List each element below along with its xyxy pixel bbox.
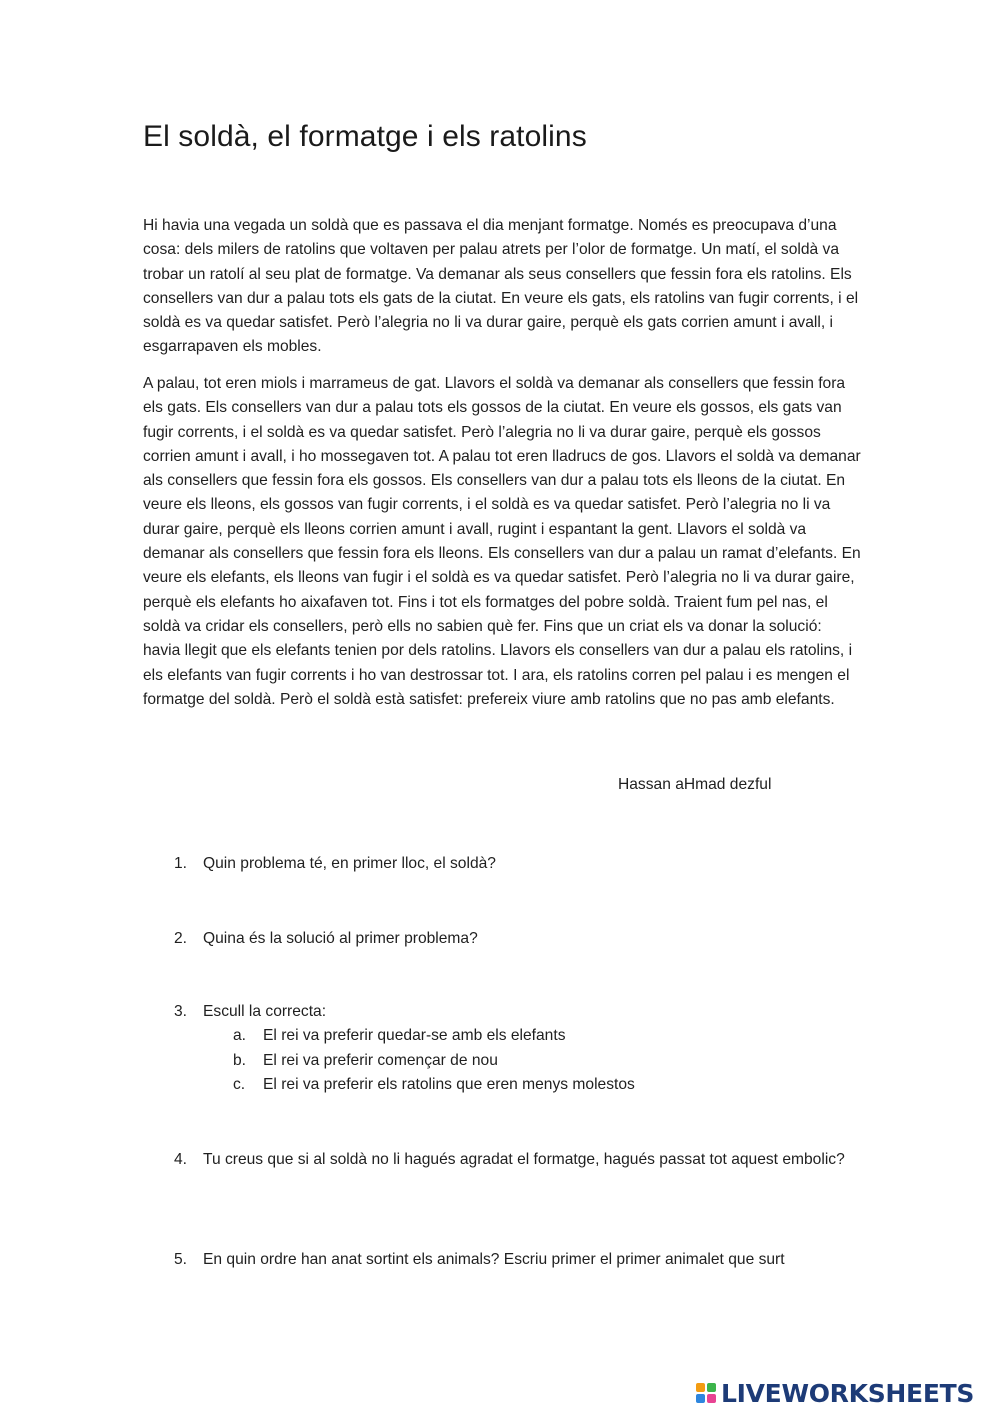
question-text: En quin ordre han anat sortint els animals? Escriu primer el primer animalet que surt [203,1251,785,1268]
question-number: 3. [174,1003,188,1020]
option-text: El rei va preferir quedar-se amb els elefants [263,1027,566,1045]
logo-square [696,1394,705,1403]
page-title: El soldà, el formatge i els ratolins [143,120,587,153]
question-3 [174,1000,854,1097]
question-2 [174,927,854,951]
logo-square [707,1383,716,1392]
question-number: 5. [174,1251,188,1268]
question-number: 4. [174,1151,188,1168]
question-text: Quin problema té, en primer lloc, el soldà? [203,855,496,872]
liveworksheets-logo-icon [696,1383,716,1403]
question-text: Quina és la solució al primer problema? [203,930,478,947]
question-number: 1. [174,855,188,872]
answer-option-a[interactable] [233,1024,854,1048]
brand-name: LIVEWORKSHEETS [721,1378,975,1408]
question-text: Escull la correcta: [203,1003,327,1020]
option-letter: b. [233,1051,247,1069]
question-5 [174,1248,854,1272]
option-text: El rei va preferir els ratolins que eren menys molestos [263,1075,635,1093]
answer-option-b[interactable] [233,1049,854,1073]
question-number: 2. [174,930,188,947]
answer-options [233,1024,854,1097]
question-text: Tu creus que si al soldà no li hagués agradat el formatge, hagués passat tot aquest embolic? [203,1151,845,1168]
story-paragraph-1: Hi havia una vegada un soldà que es passava el dia menjant formatge. Només es preocupava d’una cosa: dels milers de ratolins que voltaven per palau atrets per l’olor de formatge. Un matí, el soldà va trobar un ratolí al seu plat de formatge. Va demanar als seus consellers que fessin fora els ratolins. Els consellers van dur a palau tots els gats de la ciutat. En veure els gats, els ratolins van fugir corrents, i el soldà es va quedar satisfet. Però l’alegria no li va durar gaire, perquè els gats corrien amunt i avall, i esgarrapaven els mobles. [143,217,859,356]
story-paragraph-2: A palau, tot eren miols i marrameus de gat. Llavors el soldà va demanar als consellers que fessin fora els gats. Els consellers van dur a palau tots els gossos de la ciutat. En veure els gossos, els gats van fugir corrents, i el soldà es va quedar satisfet. Però l’alegria no li va durar gaire, perquè els gossos corrien amunt i avall, i ho mossegaven tot. A palau tot eren lladrucs de gos. Llavors el soldà va demanar als consellers que fessin fora els gossos. Els consellers van dur a palau tots els lleons de la ciutat. En veure els lleons, els gossos van fugir corrents, i el soldà es va quedar satisfet. Però l’alegria no li va durar gaire, perquè els lleons corrien amunt i avall, rugint i espantant la gent. Llavors el soldà va demanar als consellers que fessin fora els lleons. Els consellers van dur a palau un ramat d’elefants. En veure els elefants, els lleons van fugir i el soldà es va quedar satisfet. Però l’alegria no li va durar gaire, perquè els elefants ho aixafaven tot. Fins i tot els formatges del pobre soldà. Traient fum pel nas, el soldà va cridar els consellers, però ells no sabien què fer. Fins que un criat els va donar la solució: havia llegit que els elefants tenien por dels ratolins. Llavors els consellers van dur a palau els ratolins, i els elefants van fugir corrents i ho van destrossar tot. I ara, els ratolins corren pel palau i es mengen el formatge del soldà. Però el soldà està satisfet: prefereix viure amb ratolins que no pas amb elefants. [143,375,861,708]
answer-option-c[interactable] [233,1073,854,1097]
logo-square [707,1394,716,1403]
option-letter: c. [233,1075,246,1093]
question-4 [174,1148,854,1172]
option-text: El rei va preferir començar de nou [263,1051,498,1069]
option-letter: a. [233,1027,247,1045]
logo-square [696,1383,705,1392]
author-name: Hassan aHmad dezful [618,776,772,793]
liveworksheets-brand[interactable] [696,1378,974,1408]
question-1 [174,852,854,876]
